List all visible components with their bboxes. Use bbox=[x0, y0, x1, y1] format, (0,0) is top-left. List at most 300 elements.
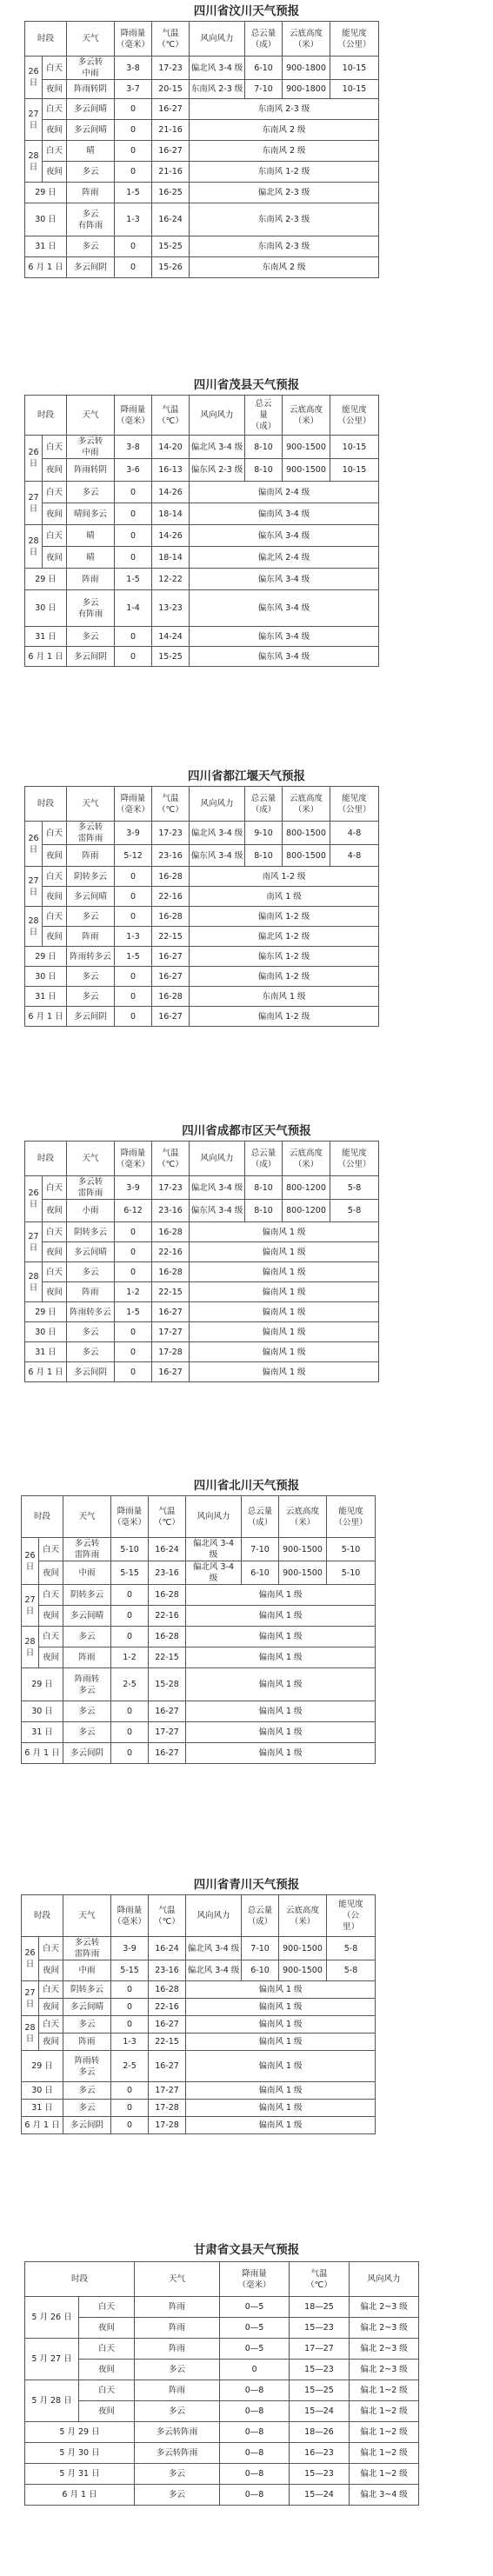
table-row bbox=[25, 1302, 379, 1322]
table-cell: 0 bbox=[115, 907, 152, 927]
column-header: 云底高度 （米） bbox=[279, 1496, 327, 1538]
table-cell: 偏北 2~3 级 bbox=[350, 2297, 419, 2318]
table-cell: 15-26 bbox=[152, 257, 190, 278]
table-cell: 900-1800 bbox=[283, 57, 330, 80]
table-cell: 1-5 bbox=[115, 947, 152, 967]
table-cell: 白天 bbox=[39, 1585, 63, 1606]
table-row bbox=[22, 1937, 376, 1960]
table-cell: 夜间 bbox=[43, 80, 67, 99]
column-header: 降雨量 （毫米） bbox=[115, 22, 152, 57]
table-cell: 30 日 bbox=[25, 590, 67, 627]
table-cell: 偏南风 2-4 级 bbox=[190, 482, 379, 503]
table-cell: 晴 bbox=[67, 525, 115, 547]
table-cell: 阵雨 bbox=[135, 2297, 220, 2318]
table-row bbox=[22, 2082, 376, 2100]
table-row bbox=[25, 927, 379, 947]
table-cell: 白天 bbox=[43, 822, 67, 845]
header-row bbox=[25, 2262, 419, 2297]
table-cell: 0 bbox=[111, 2100, 149, 2117]
table-cell: 0—8 bbox=[220, 2464, 290, 2485]
table-cell: 4-8 bbox=[330, 845, 379, 867]
table-row bbox=[25, 120, 379, 141]
table-row bbox=[22, 1585, 376, 1606]
table-cell: 偏东风 3-4 级 bbox=[190, 525, 379, 547]
table-cell: 5-12 bbox=[115, 845, 152, 867]
table-cell: 20-15 bbox=[152, 80, 190, 99]
table-cell: 26 日 bbox=[25, 1176, 43, 1222]
table-cell: 阵雨转阴 bbox=[67, 459, 115, 482]
table-row bbox=[25, 887, 379, 907]
column-header: 风向风力 bbox=[186, 1895, 242, 1937]
table-cell: 28 日 bbox=[25, 141, 43, 183]
table-row bbox=[25, 1262, 379, 1282]
table-cell: 5-15 bbox=[111, 1561, 149, 1585]
column-header: 风向风力 bbox=[190, 396, 245, 436]
table-cell: 阵雨 bbox=[67, 183, 115, 203]
table-cell: 26 日 bbox=[22, 1937, 39, 1981]
table-cell: 1-2 bbox=[111, 1647, 149, 1668]
table-row bbox=[22, 1627, 376, 1647]
table-cell: 阵雨 bbox=[67, 927, 115, 947]
column-header: 降雨量 （毫米） bbox=[111, 1895, 149, 1937]
table-cell: 17-28 bbox=[149, 2100, 186, 2117]
column-header: 降雨量 （毫米） bbox=[115, 396, 152, 436]
table-cell: 偏北 1~2 级 bbox=[350, 2422, 419, 2443]
table-row bbox=[25, 2339, 419, 2360]
table-cell: 白天 bbox=[79, 2339, 135, 2360]
table-cell: 偏北 2~3 级 bbox=[350, 2318, 419, 2339]
table-cell: 多云间阴 bbox=[63, 2117, 111, 2134]
table-cell: 0 bbox=[115, 1262, 152, 1282]
table-cell: 晴间多云 bbox=[67, 503, 115, 525]
table-cell: 偏南风 1 级 bbox=[186, 2117, 376, 2134]
table-cell: 9-10 bbox=[245, 822, 283, 845]
table-cell: 30 日 bbox=[25, 967, 67, 987]
table-cell: 800-1500 bbox=[283, 845, 330, 867]
table-cell: 0 bbox=[115, 1007, 152, 1027]
table-cell: 阴转多云 bbox=[67, 1222, 115, 1242]
column-header: 天气 bbox=[67, 787, 115, 822]
table-cell: 1-3 bbox=[115, 927, 152, 947]
table-row bbox=[25, 967, 379, 987]
table-cell: 白天 bbox=[39, 1538, 63, 1561]
forecast-section bbox=[0, 1874, 493, 2130]
table-row bbox=[25, 547, 379, 569]
table-cell: 阵雨 bbox=[135, 2380, 220, 2401]
table-cell: 16-28 bbox=[149, 1981, 186, 1999]
table-row bbox=[25, 2422, 419, 2443]
table-cell: 夜间 bbox=[79, 2318, 135, 2339]
table-cell: 900-1500 bbox=[283, 459, 330, 482]
table-cell: 0 bbox=[111, 1701, 149, 1722]
table-cell: 多云转阵雨 bbox=[135, 2422, 220, 2443]
table-cell: 白天 bbox=[43, 99, 67, 120]
table-cell: 16-28 bbox=[152, 987, 190, 1007]
table-cell: 白天 bbox=[39, 1627, 63, 1647]
table-cell: 南风 1 级 bbox=[190, 887, 379, 907]
column-header: 降雨量 （毫米） bbox=[115, 787, 152, 822]
table-cell: 7-10 bbox=[245, 80, 283, 99]
table-row bbox=[25, 627, 379, 647]
table-cell: 白天 bbox=[43, 1222, 67, 1242]
table-cell: 16-24 bbox=[152, 203, 190, 236]
table-row bbox=[25, 482, 379, 503]
table-cell: 30 日 bbox=[22, 2082, 63, 2100]
table-cell: 多云 bbox=[63, 2016, 111, 2034]
table-cell: 10-15 bbox=[330, 459, 379, 482]
table-cell: 0 bbox=[220, 2360, 290, 2380]
table-row bbox=[25, 1242, 379, 1262]
table-cell: 16-28 bbox=[149, 1585, 186, 1606]
table-row bbox=[25, 1222, 379, 1242]
table-cell: 28 日 bbox=[22, 2016, 39, 2051]
column-header: 能见度 （公里） bbox=[327, 1496, 376, 1538]
column-header: 气温 （℃） bbox=[152, 22, 190, 57]
table-cell: 多云 bbox=[67, 967, 115, 987]
table-row bbox=[25, 907, 379, 927]
column-header: 天气 bbox=[67, 1142, 115, 1176]
table-row bbox=[25, 845, 379, 867]
table-cell: 0 bbox=[115, 482, 152, 503]
table-cell: 23-16 bbox=[152, 1200, 190, 1222]
table-cell: 偏南风 1 级 bbox=[186, 1981, 376, 1999]
table-cell: 阵雨 bbox=[135, 2339, 220, 2360]
table-cell: 31 日 bbox=[22, 1722, 63, 1743]
forecast-table bbox=[24, 2261, 419, 2506]
column-header: 风向风力 bbox=[350, 2262, 419, 2297]
header-row bbox=[25, 787, 379, 822]
table-row bbox=[25, 183, 379, 203]
table-cell: 多云 有阵雨 bbox=[67, 590, 115, 627]
column-header: 降雨量 （毫米） bbox=[220, 2262, 290, 2297]
table-cell: 偏东风 1-2 级 bbox=[190, 947, 379, 967]
table-cell: 阵雨转多云 bbox=[67, 1302, 115, 1322]
table-row bbox=[25, 1322, 379, 1342]
table-cell: 17-27 bbox=[152, 1322, 190, 1342]
table-row bbox=[22, 1981, 376, 1999]
table-cell: 阵雨 bbox=[63, 2034, 111, 2051]
column-header: 时段 bbox=[25, 2262, 135, 2297]
table-cell: 2-5 bbox=[111, 1668, 149, 1701]
table-cell: 28 日 bbox=[25, 907, 43, 947]
table-cell: 15—24 bbox=[290, 2401, 350, 2422]
table-cell: 多云 bbox=[67, 236, 115, 257]
column-header: 风向风力 bbox=[186, 1496, 242, 1538]
table-cell: 23-16 bbox=[152, 845, 190, 867]
section-title: 四川省青川天气预报 bbox=[193, 1878, 300, 1892]
column-header: 能见度 （公里） bbox=[330, 1142, 379, 1176]
table-cell: 16-27 bbox=[152, 1302, 190, 1322]
table-cell: 夜间 bbox=[43, 845, 67, 867]
table-cell: 偏北 3~4 级 bbox=[350, 2485, 419, 2506]
forecast-section bbox=[0, 1120, 493, 1377]
table-cell: 3-6 bbox=[115, 459, 152, 482]
table-cell: 夜间 bbox=[39, 1561, 63, 1585]
table-cell: 3-8 bbox=[115, 57, 152, 80]
table-cell: 30 日 bbox=[25, 203, 67, 236]
column-header: 时段 bbox=[25, 22, 67, 57]
table-cell: 偏北 1~2 级 bbox=[350, 2464, 419, 2485]
table-row bbox=[22, 2016, 376, 2034]
table-cell: 1-4 bbox=[115, 590, 152, 627]
table-cell: 15—25 bbox=[290, 2380, 350, 2401]
table-cell: 0—5 bbox=[220, 2318, 290, 2339]
forecast-section bbox=[0, 2239, 493, 2499]
table-cell: 31 日 bbox=[25, 627, 67, 647]
table-cell: 3-8 bbox=[115, 436, 152, 459]
table-cell: 15—23 bbox=[290, 2360, 350, 2380]
column-header: 降雨量 （毫米） bbox=[111, 1496, 149, 1538]
table-cell: 5-8 bbox=[327, 1937, 376, 1960]
column-header: 气温 （℃） bbox=[152, 787, 190, 822]
table-cell: 22-16 bbox=[149, 1999, 186, 2016]
table-cell: 26 日 bbox=[25, 436, 43, 482]
table-cell: 900-1500 bbox=[283, 436, 330, 459]
table-cell: 多云间阴 bbox=[67, 257, 115, 278]
table-cell: 8-10 bbox=[245, 1200, 283, 1222]
table-cell: 16-27 bbox=[149, 2051, 186, 2082]
table-cell: 偏南风 1 级 bbox=[190, 1302, 379, 1322]
table-cell: 偏南风 1 级 bbox=[190, 1282, 379, 1302]
table-cell: 16-27 bbox=[152, 1362, 190, 1382]
column-header: 总云量 （成） bbox=[245, 1142, 283, 1176]
table-cell: 26 日 bbox=[22, 1538, 39, 1585]
section-title: 四川省北川天气预报 bbox=[193, 1479, 300, 1493]
table-cell: 白天 bbox=[43, 525, 67, 547]
table-cell: 16-24 bbox=[149, 1538, 186, 1561]
table-cell: 22-15 bbox=[152, 1282, 190, 1302]
column-header: 风向风力 bbox=[190, 787, 245, 822]
table-cell: 17-23 bbox=[152, 57, 190, 80]
table-cell: 3-7 bbox=[115, 80, 152, 99]
table-cell: 900-1500 bbox=[279, 1937, 327, 1960]
table-cell: 偏南风 1 级 bbox=[186, 1585, 376, 1606]
table-cell: 17-23 bbox=[152, 822, 190, 845]
table-cell: 偏东风 3-4 级 bbox=[190, 627, 379, 647]
table-cell: 偏东风 3-4 级 bbox=[190, 845, 245, 867]
table-cell: 15-25 bbox=[152, 236, 190, 257]
table-cell: 6-12 bbox=[115, 1200, 152, 1222]
forecast-table bbox=[24, 21, 379, 278]
column-header: 云底高度 （米） bbox=[283, 396, 330, 436]
table-row bbox=[25, 2485, 419, 2506]
table-cell: 阴转多云 bbox=[63, 1585, 111, 1606]
table-cell: 0 bbox=[115, 1242, 152, 1262]
table-cell: 白天 bbox=[43, 867, 67, 887]
table-cell: 16-28 bbox=[152, 867, 190, 887]
table-cell: 5 月 26 日 bbox=[25, 2297, 79, 2339]
table-cell: 22-16 bbox=[152, 887, 190, 907]
table-cell: 6 月 1 日 bbox=[25, 2485, 135, 2506]
table-cell: 800-1200 bbox=[283, 1200, 330, 1222]
table-cell: 多云 bbox=[63, 2100, 111, 2117]
table-cell: 多云间晴 bbox=[67, 99, 115, 120]
table-cell: 16-24 bbox=[149, 1937, 186, 1960]
table-cell: 14-20 bbox=[152, 436, 190, 459]
table-cell: 0—5 bbox=[220, 2297, 290, 2318]
table-row bbox=[22, 1722, 376, 1743]
table-cell: 偏南风 1 级 bbox=[186, 2034, 376, 2051]
table-cell: 小雨 bbox=[67, 1200, 115, 1222]
table-row bbox=[22, 2034, 376, 2051]
table-cell: 0 bbox=[115, 1342, 152, 1362]
table-cell: 多云 bbox=[67, 627, 115, 647]
table-cell: 偏南风 1 级 bbox=[190, 1262, 379, 1282]
header-row bbox=[22, 1895, 376, 1937]
table-row bbox=[25, 1007, 379, 1027]
column-header: 时段 bbox=[25, 1142, 67, 1176]
table-cell: 白天 bbox=[39, 1937, 63, 1960]
table-row bbox=[25, 162, 379, 183]
table-cell: 偏北 1~2 级 bbox=[350, 2401, 419, 2422]
table-cell: 偏北 2~3 级 bbox=[350, 2339, 419, 2360]
table-cell: 0 bbox=[115, 547, 152, 569]
table-row bbox=[22, 1606, 376, 1627]
table-cell: 白天 bbox=[43, 1262, 67, 1282]
table-cell: 偏北 1~2 级 bbox=[350, 2443, 419, 2464]
table-cell: 偏南风 1 级 bbox=[186, 2016, 376, 2034]
table-cell: 29 日 bbox=[22, 1668, 63, 1701]
table-cell: 多云间晴 bbox=[67, 1242, 115, 1262]
table-cell: 东南风 2 级 bbox=[190, 141, 379, 162]
table-cell: 东南风 2-3 级 bbox=[190, 236, 379, 257]
table-cell: 0 bbox=[115, 525, 152, 547]
table-cell: 东南风 2 级 bbox=[190, 120, 379, 141]
table-cell: 阵雨 bbox=[135, 2318, 220, 2339]
column-header: 总云量 （成） bbox=[245, 22, 283, 57]
table-cell: 多云间阴 bbox=[67, 647, 115, 667]
table-cell: 多云间阴 bbox=[67, 1362, 115, 1382]
table-cell: 0 bbox=[115, 627, 152, 647]
table-row bbox=[25, 1342, 379, 1362]
table-cell: 多云 bbox=[67, 162, 115, 183]
table-cell: 3-9 bbox=[115, 822, 152, 845]
table-cell: 0 bbox=[115, 99, 152, 120]
table-cell: 900-1800 bbox=[283, 80, 330, 99]
table-cell: 白天 bbox=[79, 2297, 135, 2318]
table-cell: 偏北风 3-4 级 bbox=[186, 1960, 242, 1981]
table-cell: 1-3 bbox=[115, 203, 152, 236]
table-cell: 偏南风 1 级 bbox=[186, 2051, 376, 2082]
table-cell: 5-8 bbox=[327, 1960, 376, 1981]
table-cell: 16-13 bbox=[152, 459, 190, 482]
table-cell: 13-23 bbox=[152, 590, 190, 627]
table-cell: 16—23 bbox=[290, 2443, 350, 2464]
table-cell: 夜间 bbox=[39, 1606, 63, 1627]
table-cell: 6 月 1 日 bbox=[22, 2117, 63, 2134]
table-cell: 1-2 bbox=[115, 1282, 152, 1302]
column-header: 能见度 （公 里） bbox=[327, 1895, 376, 1937]
table-cell: 偏南风 1 级 bbox=[186, 1668, 376, 1701]
table-cell: 8-10 bbox=[245, 1176, 283, 1200]
table-cell: 多云 bbox=[67, 1262, 115, 1282]
table-cell: 夜间 bbox=[43, 120, 67, 141]
table-cell: 27 日 bbox=[25, 867, 43, 907]
table-cell: 阵雨转多云 bbox=[67, 947, 115, 967]
table-row bbox=[22, 2117, 376, 2134]
table-cell: 偏北风 3-4 级 bbox=[190, 436, 245, 459]
table-cell: 偏北风 1-2 级 bbox=[190, 927, 379, 947]
table-cell: 16-27 bbox=[149, 1701, 186, 1722]
table-cell: 28 日 bbox=[25, 525, 43, 569]
table-cell: 晴 bbox=[67, 141, 115, 162]
table-row bbox=[25, 236, 379, 257]
table-row bbox=[25, 647, 379, 667]
table-cell: 0 bbox=[115, 967, 152, 987]
table-row bbox=[25, 569, 379, 590]
table-cell: 阵雨 bbox=[67, 845, 115, 867]
forecast-table bbox=[24, 395, 379, 667]
table-cell: 多云转 中雨 bbox=[67, 436, 115, 459]
table-cell: 偏南风 1 级 bbox=[186, 2082, 376, 2100]
table-cell: 夜间 bbox=[43, 1200, 67, 1222]
table-cell: 夜间 bbox=[39, 1647, 63, 1668]
table-cell: 偏南风 1 级 bbox=[186, 1627, 376, 1647]
column-header: 时段 bbox=[22, 1496, 63, 1538]
table-cell: 0 bbox=[111, 2082, 149, 2100]
table-cell: 0 bbox=[111, 1627, 149, 1647]
table-cell: 0 bbox=[115, 162, 152, 183]
table-cell: 0—8 bbox=[220, 2380, 290, 2401]
table-cell: 17-27 bbox=[149, 2082, 186, 2100]
table-row bbox=[22, 1701, 376, 1722]
table-cell: 偏南风 1 级 bbox=[190, 1222, 379, 1242]
table-cell: 29 日 bbox=[25, 947, 67, 967]
table-cell: 16-27 bbox=[152, 967, 190, 987]
table-cell: 偏北风 2-4 级 bbox=[190, 547, 379, 569]
table-cell: 东南风 2-3 级 bbox=[190, 80, 245, 99]
table-cell: 夜间 bbox=[39, 1999, 63, 2016]
table-cell: 15-28 bbox=[149, 1668, 186, 1701]
table-cell: 多云转阵雨 bbox=[135, 2443, 220, 2464]
table-cell: 0 bbox=[115, 503, 152, 525]
table-cell: 0 bbox=[115, 236, 152, 257]
table-cell: 27 日 bbox=[22, 1981, 39, 2016]
table-row bbox=[25, 2464, 419, 2485]
table-cell: 5 月 31 日 bbox=[25, 2464, 135, 2485]
table-cell: 多云 有阵雨 bbox=[67, 203, 115, 236]
column-header: 总云 量 （成） bbox=[245, 396, 283, 436]
table-cell: 27 日 bbox=[22, 1585, 39, 1627]
table-cell: 东南风 2-3 级 bbox=[190, 99, 379, 120]
table-cell: 偏北 2~3 级 bbox=[350, 2360, 419, 2380]
table-cell: 白天 bbox=[79, 2380, 135, 2401]
table-cell: 偏南风 1 级 bbox=[186, 1606, 376, 1627]
table-cell: 7-10 bbox=[242, 1937, 279, 1960]
table-cell: 5 月 28 日 bbox=[25, 2380, 79, 2422]
table-cell: 17-28 bbox=[149, 2117, 186, 2134]
table-row bbox=[25, 867, 379, 887]
table-cell: 4-8 bbox=[330, 822, 379, 845]
table-cell: 8-10 bbox=[245, 459, 283, 482]
table-cell: 0 bbox=[111, 1722, 149, 1743]
table-cell: 7-10 bbox=[242, 1538, 279, 1561]
column-header: 总云量 （成） bbox=[242, 1895, 279, 1937]
table-cell: 偏北风 3-4 级 bbox=[186, 1538, 242, 1561]
header-row bbox=[25, 1142, 379, 1176]
table-cell: 偏东风 2-3 级 bbox=[190, 459, 245, 482]
table-cell: 3-9 bbox=[115, 1176, 152, 1200]
table-row bbox=[25, 590, 379, 627]
table-cell: 夜间 bbox=[43, 1242, 67, 1262]
table-cell: 中雨 bbox=[63, 1960, 111, 1981]
table-cell: 多云转 雷阵雨 bbox=[63, 1937, 111, 1960]
table-cell: 6-10 bbox=[245, 57, 283, 80]
table-cell: 白天 bbox=[43, 57, 67, 80]
table-cell: 21-16 bbox=[152, 120, 190, 141]
table-cell: 0 bbox=[111, 1585, 149, 1606]
forecast-section bbox=[0, 0, 493, 272]
